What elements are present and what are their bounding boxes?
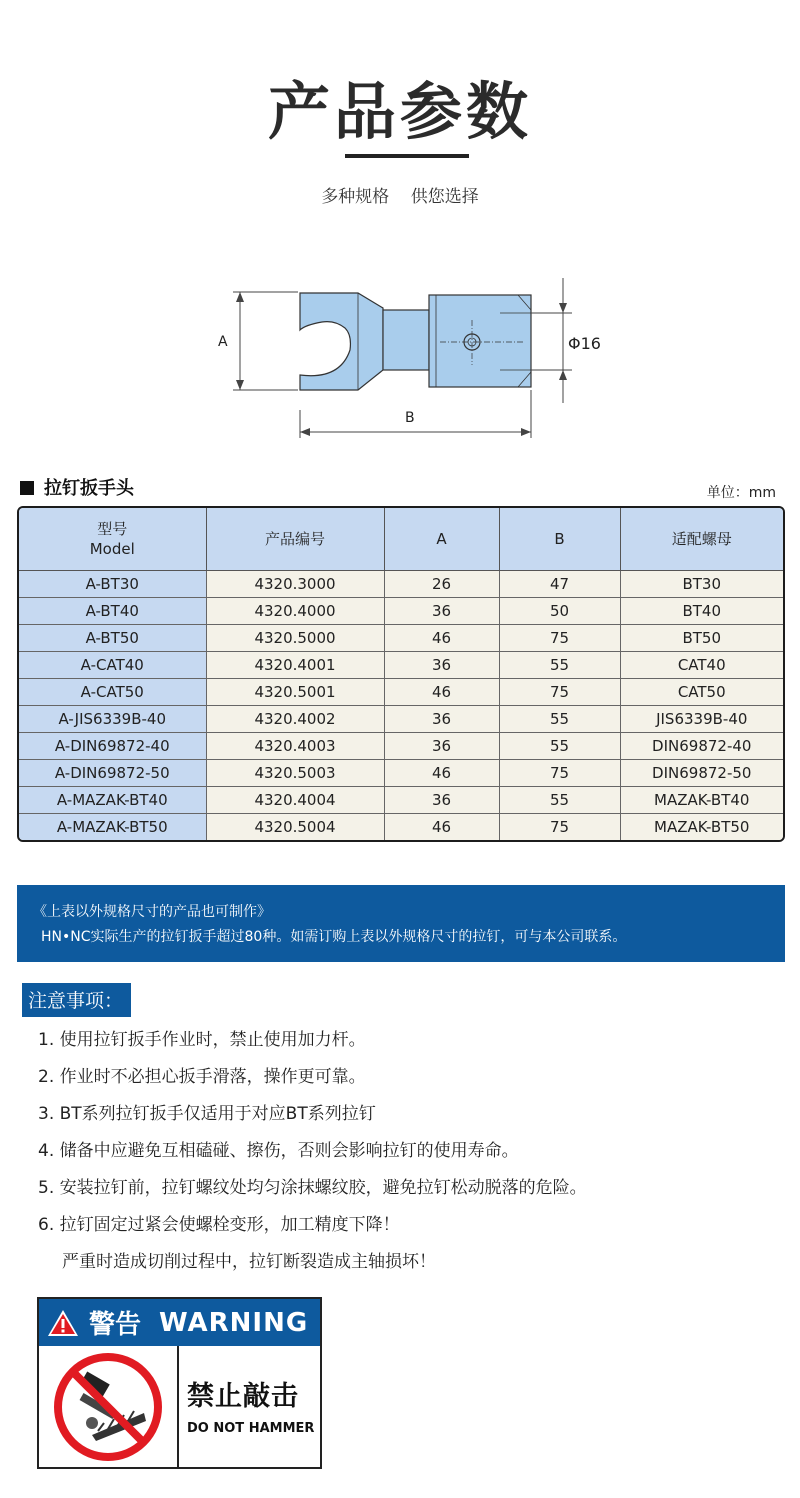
cell-a: 36 <box>384 597 499 624</box>
section-title <box>20 474 134 500</box>
cell-nut: MAZAK-BT40 <box>620 786 783 813</box>
cell-code: 4320.5001 <box>206 678 384 705</box>
cell-a: 26 <box>384 570 499 597</box>
cell-nut: DIN69872-40 <box>620 732 783 759</box>
cell-b: 75 <box>499 624 620 651</box>
cell-model: A-MAZAK-BT40 <box>19 786 206 813</box>
col-header-a: A <box>384 508 499 570</box>
col-header-b: B <box>499 508 620 570</box>
custom-order-notice <box>17 885 785 962</box>
col-header-model <box>19 508 206 570</box>
warning-title-cn: 警告 <box>89 1310 142 1340</box>
cell-model: A-CAT40 <box>19 651 206 678</box>
warning-title-en: WARNING <box>159 1307 309 1338</box>
cell-code: 4320.4002 <box>206 705 384 732</box>
wrench-head-diagram <box>200 270 620 450</box>
caution-item: 4. 储备中应避免互相磕碰、擦伤，否则会影响拉钉的使用寿命。 <box>38 1141 519 1161</box>
cell-a: 36 <box>384 705 499 732</box>
table-row <box>19 678 783 705</box>
cell-model: A-JIS6339B-40 <box>19 705 206 732</box>
col-header-nut: 适配螺母 <box>620 508 783 570</box>
caution-heading: 注意事项： <box>22 983 131 1017</box>
cell-b: 55 <box>499 651 620 678</box>
warning-triangle-icon <box>47 1308 79 1338</box>
cell-b: 75 <box>499 759 620 786</box>
cell-code: 4320.3000 <box>206 570 384 597</box>
notice-line-1: 《上表以外规格尺寸的产品也可制作》 <box>33 904 271 920</box>
cell-nut: DIN69872-50 <box>620 759 783 786</box>
caution-item: 3. BT系列拉钉扳手仅适用于对应BT系列拉钉 <box>38 1104 376 1124</box>
page-subtitle: 多种规格 供您选择 <box>321 187 479 207</box>
warning-header <box>39 1299 320 1346</box>
col-header-code: 产品编号 <box>206 508 384 570</box>
cell-b: 50 <box>499 597 620 624</box>
cell-model: A-BT50 <box>19 624 206 651</box>
cell-code: 4320.5004 <box>206 813 384 840</box>
cell-code: 4320.5003 <box>206 759 384 786</box>
cell-code: 4320.4001 <box>206 651 384 678</box>
cell-a: 36 <box>384 732 499 759</box>
cell-nut: BT50 <box>620 624 783 651</box>
dim-b-label: B <box>405 410 415 426</box>
caution-item: 1. 使用拉钉扳手作业时，禁止使用加力杆。 <box>38 1030 366 1050</box>
cell-b: 75 <box>499 678 620 705</box>
cell-model: A-BT40 <box>19 597 206 624</box>
unit-label: 单位：mm <box>706 485 776 501</box>
table-row <box>19 597 783 624</box>
table-row <box>19 813 783 840</box>
cell-b: 47 <box>499 570 620 597</box>
cell-code: 4320.4000 <box>206 597 384 624</box>
cell-code: 4320.4003 <box>206 732 384 759</box>
title-underline <box>345 154 469 158</box>
dim-a-label: A <box>218 334 228 350</box>
cell-b: 55 <box>499 732 620 759</box>
caution-item: 严重时造成切削过程中，拉钉断裂造成主轴损坏！ <box>62 1252 436 1272</box>
caution-list <box>38 1027 587 1286</box>
table-header-row <box>19 508 783 570</box>
cell-a: 46 <box>384 678 499 705</box>
col-header-model-cn: 型号 <box>97 519 128 538</box>
page-title: 产品参数 <box>267 75 532 148</box>
cell-model: A-CAT50 <box>19 678 206 705</box>
cell-nut: CAT50 <box>620 678 783 705</box>
cell-a: 36 <box>384 651 499 678</box>
warning-sign <box>37 1297 322 1469</box>
table-row <box>19 651 783 678</box>
cell-code: 4320.5000 <box>206 624 384 651</box>
cell-nut: CAT40 <box>620 651 783 678</box>
table-row <box>19 759 783 786</box>
warning-text-en: DO NOT HAMMER <box>187 1421 315 1436</box>
cell-a: 46 <box>384 813 499 840</box>
cell-model: A-MAZAK-BT50 <box>19 813 206 840</box>
dim-dia-label: Φ16 <box>568 334 601 353</box>
cell-a: 46 <box>384 624 499 651</box>
cell-model: A-DIN69872-50 <box>19 759 206 786</box>
table-row <box>19 624 783 651</box>
spec-table <box>17 506 785 842</box>
no-hammer-icon <box>39 1346 179 1467</box>
caution-item: 6. 拉钉固定过紧会使螺栓变形，加工精度下降！ <box>38 1215 400 1235</box>
section-title-text: 拉钉扳手头 <box>44 478 134 499</box>
cell-b: 75 <box>499 813 620 840</box>
caution-item: 2. 作业时不必担心扳手滑落，操作更可靠。 <box>38 1067 366 1087</box>
cell-code: 4320.4004 <box>206 786 384 813</box>
cell-a: 36 <box>384 786 499 813</box>
col-header-model-en: Model <box>89 539 135 558</box>
warning-text-cn: 禁止敲击 <box>187 1381 299 1412</box>
table-row <box>19 570 783 597</box>
table-row <box>19 786 783 813</box>
cell-b: 55 <box>499 705 620 732</box>
cell-model: A-DIN69872-40 <box>19 732 206 759</box>
notice-line-2: HN•NC实际生产的拉钉扳手超过80种。如需订购上表以外规格尺寸的拉钉，可与本公司联系。 <box>41 929 627 945</box>
cell-nut: BT40 <box>620 597 783 624</box>
cell-a: 46 <box>384 759 499 786</box>
cell-nut: JIS6339B-40 <box>620 705 783 732</box>
table-row <box>19 705 783 732</box>
cell-nut: MAZAK-BT50 <box>620 813 783 840</box>
cell-nut: BT30 <box>620 570 783 597</box>
cell-model: A-BT30 <box>19 570 206 597</box>
square-bullet-icon <box>20 481 34 495</box>
table-row <box>19 732 783 759</box>
cell-b: 55 <box>499 786 620 813</box>
caution-item: 5. 安装拉钉前，拉钉螺纹处均匀涂抹螺纹胶，避免拉钉松动脱落的危险。 <box>38 1178 587 1198</box>
